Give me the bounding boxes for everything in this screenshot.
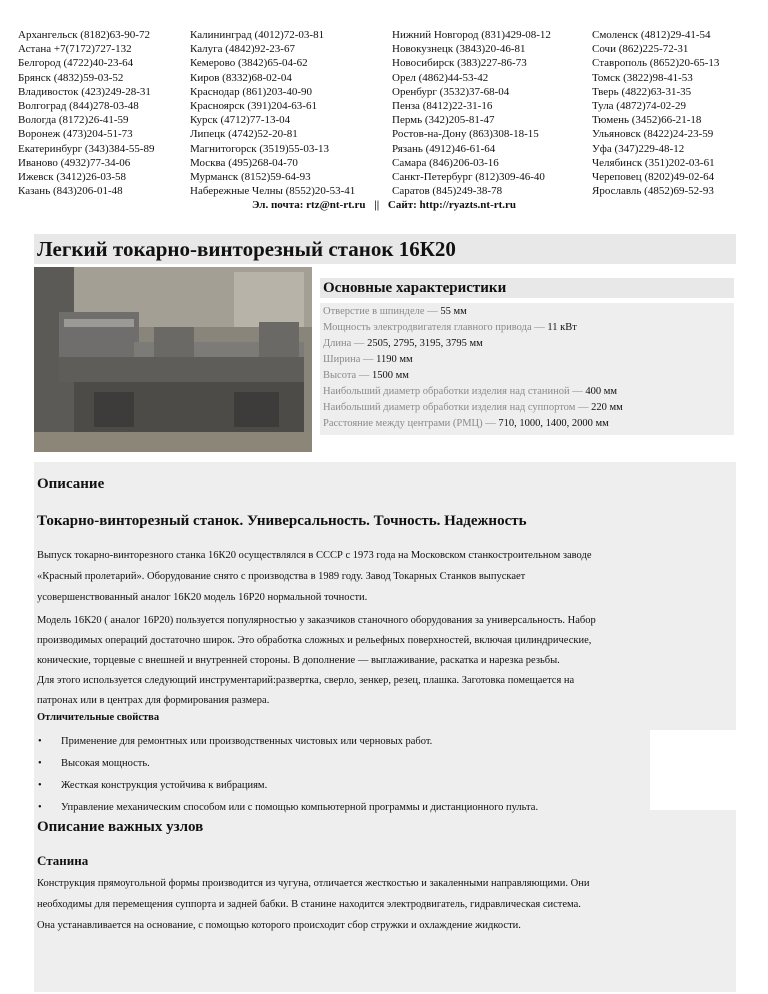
- contact-line: Архангельск (8182)63-90-72: [18, 29, 150, 41]
- spec-row: [323, 322, 577, 333]
- contact-line: Орел (4862)44-53-42: [392, 71, 489, 84]
- email-link[interactable]: Эл. почта: rtz@nt-rt.ru: [251, 199, 366, 211]
- blank-area: [650, 730, 736, 810]
- spec-value: 710, 1000, 1400, 2000 мм: [498, 418, 609, 429]
- contacts-column-3: [392, 28, 551, 198]
- contact-line: Саратов (845)249-38-78: [392, 185, 503, 198]
- list-item: [37, 753, 538, 775]
- contact-line: Ставрополь (8652)20-65-13: [592, 57, 720, 70]
- stanina-paragraph: [37, 873, 732, 936]
- text-line: Конструкция прямоугольной формы производится из чугуна, отличается жесткостью и закаленными направляющими. Они: [37, 878, 590, 889]
- text-line: конические, торцевые с внешней и внутренней стороны. В дополнение — выглаживание, раскатка и нарезка резьбы.: [37, 655, 560, 666]
- contact-email-line: [0, 199, 768, 211]
- contact-line: Владивосток (423)249-28-31: [18, 85, 151, 98]
- contact-line: Екатеринбург (343)384-55-89: [18, 142, 155, 155]
- contact-line: Ярославль (4852)69-52-93: [592, 185, 714, 198]
- contact-line: Кемерово (3842)65-04-62: [190, 57, 308, 70]
- spec-label: Наибольший диаметр обработки изделия над станиной —: [323, 386, 586, 397]
- contact-line: Мурманск (8152)59-64-93: [190, 170, 311, 183]
- features-label: Отличительные свойства: [37, 712, 160, 723]
- spec-value: 1500 мм: [371, 370, 409, 381]
- contact-line: Тюмень (3452)66-21-18: [592, 114, 702, 127]
- spec-value: 11 кВт: [547, 322, 577, 333]
- list-item: [37, 775, 538, 797]
- contact-line: Челябинск (351)202-03-61: [592, 156, 715, 169]
- spec-value: 220 мм: [591, 402, 623, 413]
- contact-line: Санкт-Петербург (812)309-46-40: [392, 170, 545, 183]
- contact-line: Набережные Челны (8552)20-53-41: [190, 185, 356, 198]
- spec-row: [323, 354, 413, 365]
- contact-line: Казань (843)206-01-48: [18, 185, 123, 198]
- contact-line: Пенза (8412)22-31-16: [392, 99, 493, 112]
- list-item-text: Применение для ремонтных или производственных чистовых или черновых работ.: [61, 736, 433, 747]
- contact-line: Красноярск (391)204-63-61: [190, 99, 317, 112]
- text-line: «Красный пролетарий». Оборудование снято с производства в 1989 году. Завод Токарных Станков выпускает: [37, 571, 526, 582]
- text-line: Для этого используется следующий инструментарий:развертка, сверло, зенкер, резец, плашка. Заготовка помещается на: [37, 675, 575, 686]
- contact-line: Калининград (4012)72-03-81: [190, 29, 325, 41]
- specs-table: [320, 303, 734, 435]
- spec-row: [323, 306, 467, 317]
- contacts-block: [18, 28, 758, 198]
- spec-label: Длина —: [323, 338, 368, 349]
- spec-row: [323, 386, 617, 397]
- lathe-machine-image: [34, 267, 312, 452]
- text-line: усовершенствованный аналог 16К20 модель 16Р20 нормальной точности.: [37, 592, 368, 603]
- contact-line: Оренбург (3532)37-68-04: [392, 85, 510, 98]
- list-item-text: Высокая мощность.: [61, 758, 150, 769]
- spec-label: Наибольший диаметр обработки изделия над суппортом —: [323, 402, 592, 413]
- stanina-heading: Станина: [37, 853, 89, 868]
- description-subheading: Токарно-винторезный станок. Универсальность. Точность. Надежность: [37, 513, 527, 529]
- separator: ||: [374, 199, 380, 211]
- contact-line: Рязань (4912)46-61-64: [392, 142, 496, 155]
- nodes-heading: Описание важных узлов: [37, 819, 204, 835]
- text-line: Она устанавливается на основание, с помощью которого происходит сбор стружки и охлаждение жидкости.: [37, 920, 521, 931]
- contact-line: Липецк (4742)52-20-81: [190, 128, 298, 141]
- contact-line: Магнитогорск (3519)55-03-13: [190, 142, 329, 155]
- contact-line: Белгород (4722)40-23-64: [18, 57, 134, 70]
- spec-row: [323, 370, 409, 381]
- contact-line: Новосибирск (383)227-86-73: [392, 57, 527, 70]
- contacts-column-2: [190, 28, 355, 198]
- text-line: патронах или в центрах для формирования размера.: [37, 695, 270, 706]
- contact-line: Ульяновск (8422)24-23-59: [592, 128, 714, 141]
- contact-line: Калуга (4842)92-23-67: [190, 43, 295, 56]
- spec-value: 2505, 2795, 3195, 3795 мм: [367, 338, 483, 349]
- contact-line: Самара (846)206-03-16: [392, 156, 499, 169]
- contact-line: Томск (3822)98-41-53: [592, 71, 693, 84]
- contact-line: Череповец (8202)49-02-64: [592, 170, 715, 183]
- contact-line: Тверь (4822)63-31-35: [592, 85, 692, 98]
- spec-row: [323, 418, 609, 429]
- spec-label: Ширина —: [323, 354, 377, 365]
- bullet-icon: •: [38, 736, 42, 747]
- list-item: [37, 797, 538, 819]
- contact-line: Иваново (4932)77-34-06: [18, 156, 131, 169]
- text-line: Модель 16К20 ( аналог 16Р20) пользуется популярностью у заказчиков станочного оборудования за универсальность. Набор: [37, 615, 596, 626]
- contacts-column-4: [592, 28, 719, 198]
- bullet-icon: •: [38, 802, 42, 813]
- contact-line: Москва (495)268-04-70: [190, 156, 298, 169]
- spec-value: 400 мм: [585, 386, 618, 397]
- text-line: необходимы для перемещения суппорта и задней бабки. В станине находится электродвигатель, гидравлическая система.: [37, 899, 581, 910]
- contact-line: Ижевск (3412)26-03-58: [18, 170, 127, 183]
- text-line: Выпуск токарно-винторезного станка 16К20 осуществлялся в СССР с 1973 года на Московском станкостроительном заводе: [37, 550, 592, 561]
- contact-line: Уфа (347)229-48-12: [592, 142, 685, 155]
- bullet-icon: •: [38, 780, 42, 791]
- list-item: [37, 731, 538, 753]
- bullet-icon: •: [38, 758, 42, 769]
- contact-line: Нижний Новгород (831)429-08-12: [392, 29, 551, 41]
- contact-line: Курск (4712)77-13-04: [190, 114, 291, 127]
- spec-value: 55 мм: [440, 306, 467, 317]
- spec-label: Высота —: [323, 370, 372, 381]
- contact-line: Вологда (8172)26-41-59: [18, 114, 129, 127]
- page-title: Легкий токарно-винторезный станок 16К20: [34, 234, 736, 264]
- description-paragraph-2: [37, 611, 732, 711]
- features-list: [37, 731, 538, 819]
- description-heading: Описание: [37, 476, 105, 492]
- contact-line: Волгоград (844)278-03-48: [18, 99, 139, 112]
- contacts-column-1: [18, 28, 155, 198]
- site-link[interactable]: Сайт: http://ryazts.nt-rt.ru: [387, 199, 517, 211]
- spec-label: Мощность электродвигателя главного привода —: [323, 322, 548, 333]
- spec-value: 1190 мм: [376, 354, 413, 365]
- description-paragraph-1: [37, 545, 732, 608]
- contact-line: Астана +7(7172)727-132: [18, 43, 132, 56]
- text-line: производимых операций достаточно широк. Это обработка сложных и рельефных поверхностей, включая цилиндрические,: [37, 635, 592, 646]
- contact-line: Сочи (862)225-72-31: [592, 43, 689, 56]
- spec-label: Расстояние между центрами (РМЦ) —: [323, 418, 499, 429]
- list-item-text: Жесткая конструкция устойчива к вибрациям.: [61, 780, 268, 791]
- spec-row: [323, 338, 483, 349]
- contact-line: Новокузнецк (3843)20-46-81: [392, 43, 526, 56]
- contact-line: Смоленск (4812)29-41-54: [592, 29, 711, 41]
- spec-row: [323, 402, 623, 413]
- spec-label: Отверстие в шпинделе —: [323, 306, 441, 317]
- contact-line: Ростов-на-Дону (863)308-18-15: [392, 128, 539, 141]
- lathe-photo: [34, 267, 312, 452]
- contact-line: Воронеж (473)204-51-73: [18, 128, 133, 141]
- contact-line: Краснодар (861)203-40-90: [190, 85, 313, 98]
- contact-line: Брянск (4832)59-03-52: [18, 71, 124, 84]
- contact-line: Тула (4872)74-02-29: [592, 99, 686, 112]
- contact-line: Киров (8332)68-02-04: [190, 71, 292, 84]
- contact-line: Пермь (342)205-81-47: [392, 114, 495, 127]
- list-item-text: Управление механическим способом или с помощью компьютерной программы и дистанционного пульта.: [61, 802, 539, 813]
- specs-title: Основные характеристики: [320, 278, 734, 298]
